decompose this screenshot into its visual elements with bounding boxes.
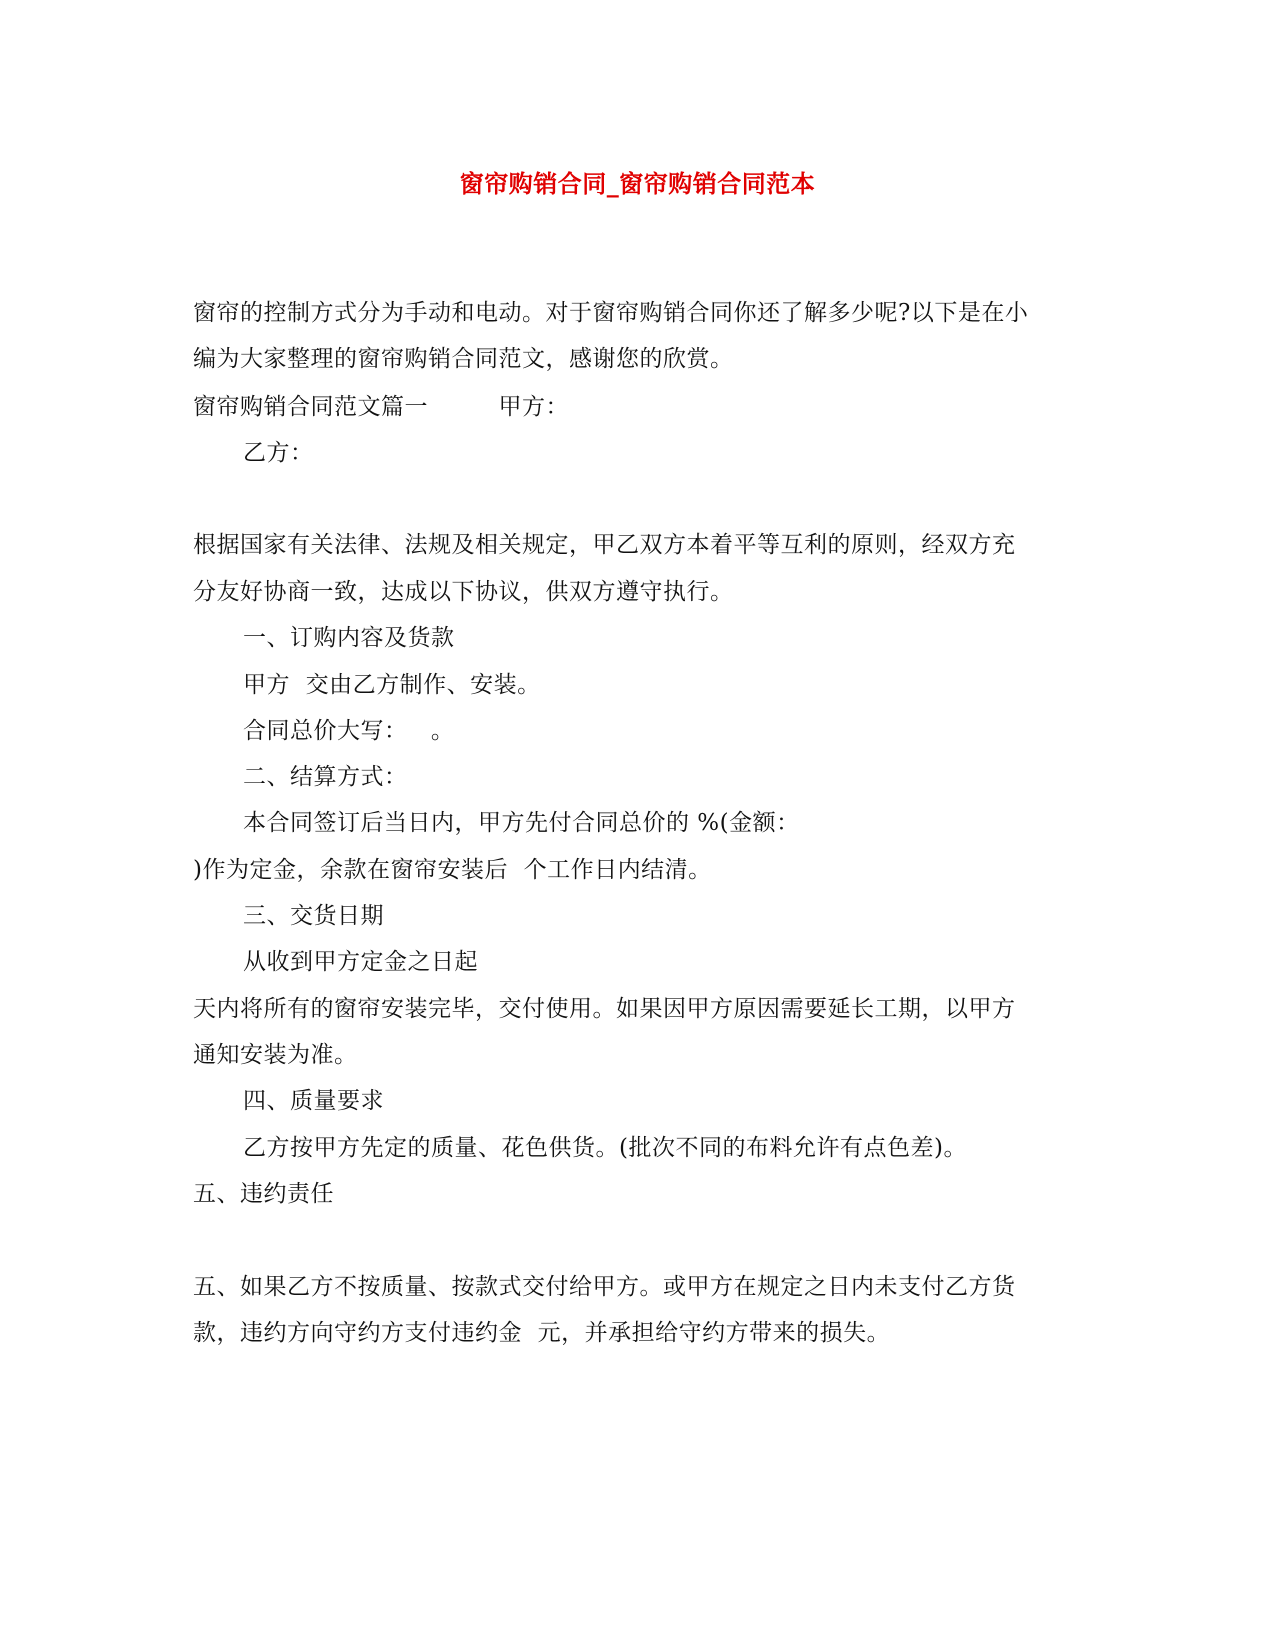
clause-4-heading: 四、质量要求 <box>243 1088 384 1114</box>
intro-line-2: 编为大家整理的窗帘购销合同范文，感谢您的欣赏。 <box>193 346 734 372</box>
clause-3-text-1: 从收到甲方定金之日起 <box>243 949 478 975</box>
clause-3-text-2: 天内将所有的窗帘安装完毕，交付使用。如果因甲方原因需要延长工期，以甲方 <box>193 996 1016 1022</box>
clause-2-heading: 二、结算方式： <box>243 764 408 790</box>
clause-2-text-1: 本合同签订后当日内，甲方先付合同总价的 %(金额： <box>243 810 800 836</box>
clause-1-text: 甲方 交由乙方制作、安装。 <box>243 672 541 698</box>
document-title: 窗帘购销合同_窗帘购销合同范本 <box>459 170 816 198</box>
clause-1-heading: 一、订购内容及货款 <box>243 625 455 651</box>
clause-5-heading: 五、违约责任 <box>193 1181 334 1207</box>
clause-4-text: 乙方按甲方先定的质量、花色供货。(批次不同的布料允许有点色差)。 <box>243 1135 967 1161</box>
clause-1-total-price: 合同总价大写： 。 <box>243 718 455 744</box>
party-b-label: 乙方： <box>243 440 314 466</box>
clause-5-text-1: 五、如果乙方不按质量、按款式交付给甲方。或甲方在规定之日内未支付乙方货 <box>193 1274 1016 1300</box>
clause-2-text-2: )作为定金，余款在窗帘安装后 个工作日内结清。 <box>193 857 712 883</box>
section-heading-party-a: 窗帘购销合同范文篇一 甲方： <box>193 394 569 420</box>
clause-3-heading: 三、交货日期 <box>243 903 384 929</box>
clause-5-text-2: 款，违约方向守约方支付违约金 元，并承担给守约方带来的损失。 <box>193 1320 891 1346</box>
clause-3-text-3: 通知安装为准。 <box>193 1042 358 1068</box>
preamble-line-2: 分友好协商一致，达成以下协议，供双方遵守执行。 <box>193 579 734 605</box>
intro-line-1: 窗帘的控制方式分为手动和电动。对于窗帘购销合同你还了解多少呢?以下是在小 <box>193 300 1029 326</box>
preamble-line-1: 根据国家有关法律、法规及相关规定，甲乙双方本着平等互利的原则，经双方充 <box>193 532 1016 558</box>
